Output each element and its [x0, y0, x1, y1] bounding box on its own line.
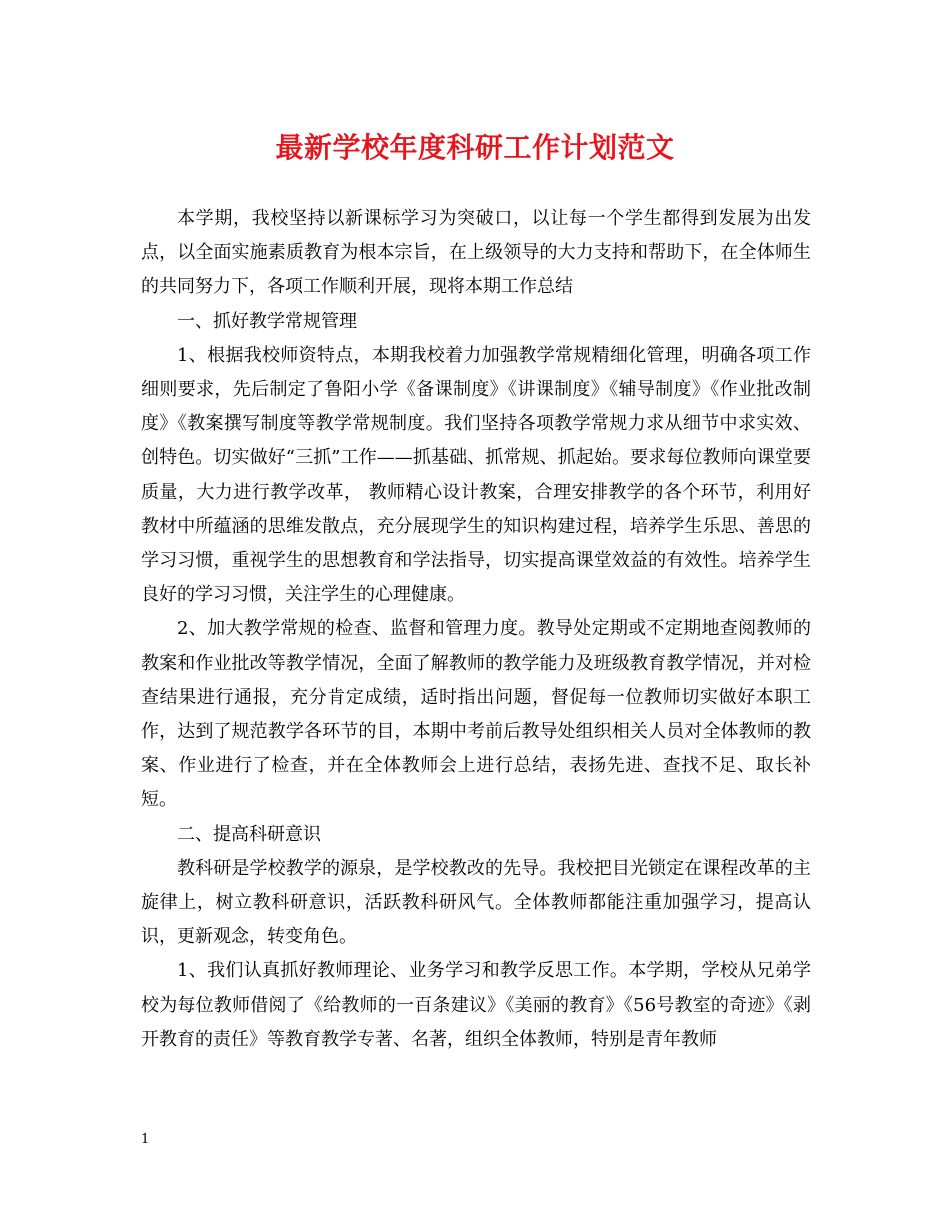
paragraph-1-1: 1、根据我校师资特点，本期我校着力加强教学常规精细化管理，明确各项工作细则要求，先后制定了鲁阳小学《备课制度》《讲课制度》《辅导制度》《作业批改制度》《教案撰写制度等教学常规制度。我们坚持各项教学常规力求从细节中求实效、创特色。切实做好“三抓”工作——抓基础、抓常规、抓起始。要求每位教师向课堂要质量，大力进行教学改革， 教师精心设计教案，合理安排教学的各个环节，利用好教材中所蕴涵的思维发散点，充分展现学生的知识构建过程，培养学生乐思、善思的学习习惯，重视学生的思想教育和学法指导，切实提高课堂效益的有效性。培养学生良好的学习习惯，关注学生的心理健康。: [141, 344, 811, 606]
page-number: 1: [141, 1132, 150, 1147]
paragraph-2-intro: 教科研是学校教学的源泉，是学校教改的先导。我校把目光锁定在课程改革的主旋律上，树立教科研意识，活跃教科研风气。全体教师都能注重加强学习，提高认识，更新观念，转变角色。: [141, 857, 811, 948]
section-heading-2: 二、提高科研意识: [177, 823, 321, 845]
paragraph-2-1: 1、我们认真抓好教师理论、业务学习和教学反思工作。本学期，学校从兄弟学校为每位教师借阅了《给教师的一百条建议》《美丽的教育》《56号教室的奇迹》《剥开教育的责任》等教育教学专著、名著，组织全体教师，特别是青年教师: [141, 960, 811, 1050]
paragraph-1-2: 2、加大教学常规的检查、监督和管理力度。教导处定期或不定期地查阅教师的教案和作业批改等教学情况，全面了解教师的教学能力及班级教育教学情况，并对检查结果进行通报，充分肯定成绩，适时指出问题，督促每一位教师切实做好本职工作，达到了规范教学各环节的目，本期中考前后教导处组织相关人员对全体教师的教案、作业进行了检查，并在全体教师会上进行总结，表扬先进、查找不足、取长补短。: [141, 618, 811, 811]
section-heading-1: 一、抓好教学常规管理: [177, 310, 357, 332]
paragraph-intro: 本学期，我校坚持以新课标学习为突破口，以让每一个学生都得到发展为出发点，以全面实施素质教育为根本宗旨，在上级领导的大力支持和帮助下，在全体师生的共同努力下，各项工作顺利开展，现将本期工作总结: [141, 208, 811, 298]
document-title: 最新学校年度科研工作计划范文: [275, 131, 675, 164]
document-body: [141, 202, 811, 1057]
